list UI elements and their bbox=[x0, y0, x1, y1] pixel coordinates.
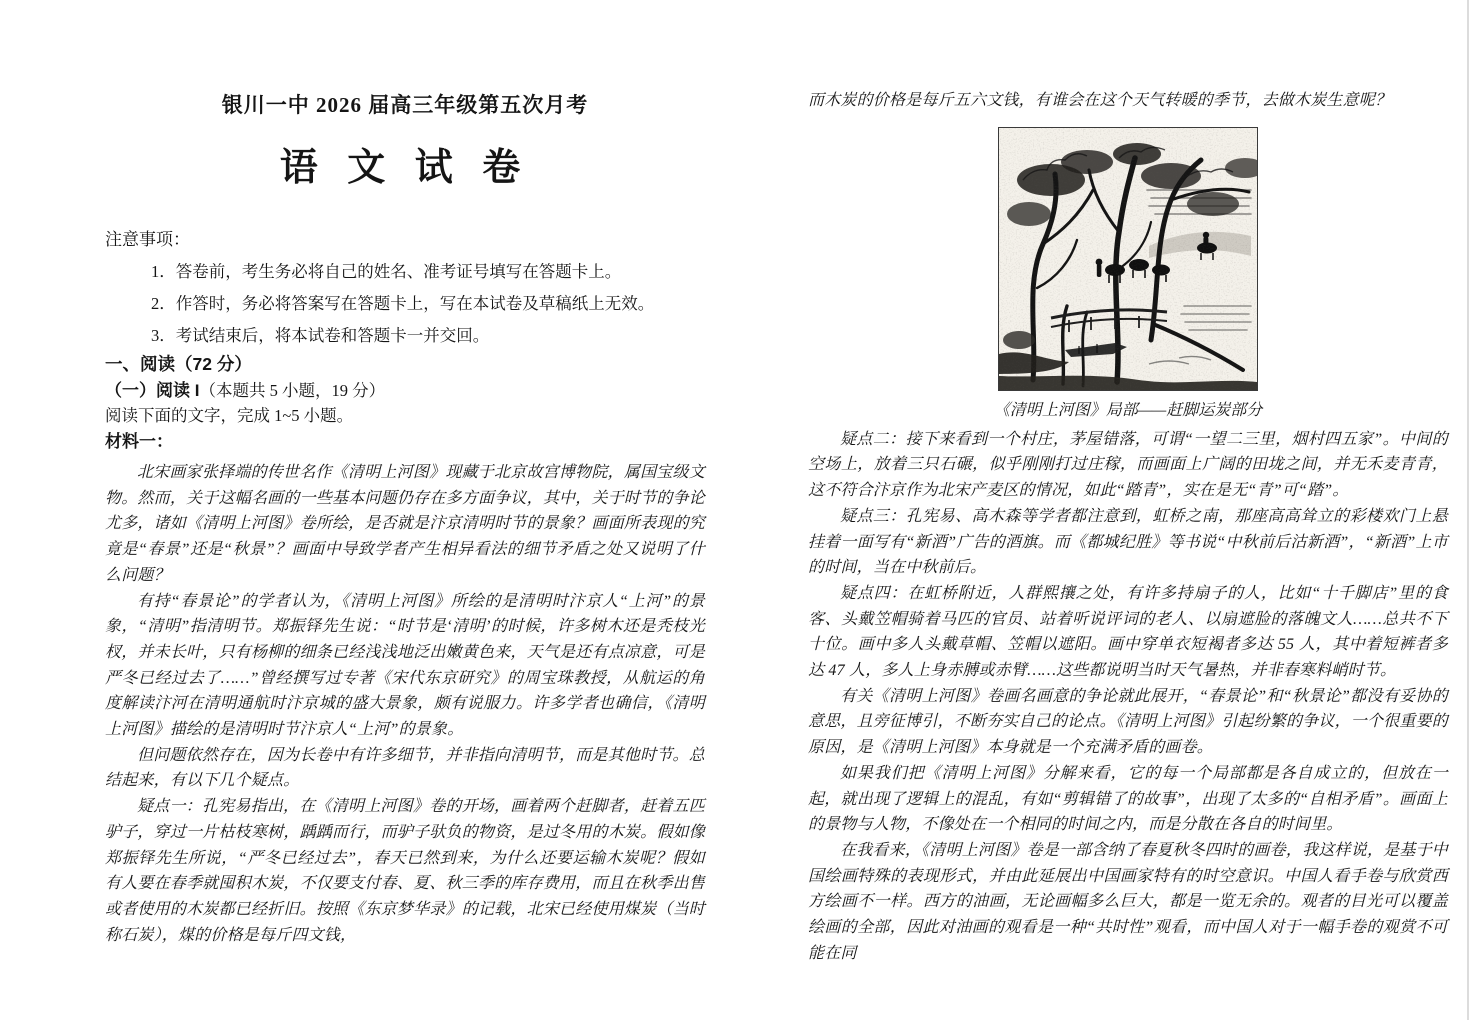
part1-heading bbox=[105, 378, 705, 404]
material-paragraph: 但问题依然存在，因为长卷中有许多细节，并非指向清明节，而是其他时节。总结起来，有以下几个疑点。 bbox=[105, 746, 705, 790]
right-column bbox=[808, 0, 1448, 966]
notice-title: 注意事项： bbox=[105, 230, 190, 249]
material-paragraph: 疑点一：孔宪易指出，在《清明上河图》卷的开场，画着两个赶脚者，赶着五匹驴子，穿过一片枯枝寒树，踽踽而行，而驴子驮负的物资，是过冬用的木炭。假如像郑振铎先生所说，“严冬已经过去”，春天已然到来，为什么还要运输木炭呢？假如有人要在春季就囤积木炭，不仅要支付春、夏、秋三季的库存费用，而且在秋季出售或者使用的木炭都已经折旧。按照《东京梦华录》的记载，北宋已经使用煤炭（当时称石炭），煤的价格是每斤四文钱， bbox=[105, 798, 705, 944]
notice-item: 3．考试结束后，将本试卷和答题卡一并交回。 bbox=[151, 326, 490, 345]
material-paragraph: 疑点三：孔宪易、高木森等学者都注意到，虹桥之南，那座高高耸立的彩楼欢门上悬挂着一面写有“新酒”广告的酒旗。而《都城纪胜》等书说“中秋前后沽新酒”，“新酒”上市的时间，当在中秋前后。 bbox=[808, 507, 1448, 577]
school-header: 银川一中 2026 届高三年级第五次月考 bbox=[221, 93, 589, 117]
part1-heading-rest: （本题共 5 小题，19 分） bbox=[199, 380, 386, 400]
part1-heading-bold: （一）阅读 I bbox=[105, 380, 200, 400]
figure-caption: 《清明上河图》局部——赶脚运炭部分 bbox=[993, 401, 1263, 419]
material-paragraph: 疑点二：接下来看到一个村庄，茅屋错落，可谓“一望二三里，烟村四五家”。中间的空场上，放着三只石碾，似乎刚刚打过庄稼，而画面上广阔的田垅之间，并无禾麦青青，这不符合汴京作为北宋产麦区的情况，如此“踏青”，实在是无“青”可“踏”。 bbox=[808, 430, 1448, 500]
section-heading-reading: 一、阅读（72 分） bbox=[105, 354, 252, 374]
notice-item: 1．答卷前，考生务必将自己的姓名、准考证号填写在答题卡上。 bbox=[151, 262, 622, 281]
material1-label: 材料一： bbox=[105, 431, 173, 451]
material-paragraph: 北宋画家张择端的传世名作《清明上河图》现藏于北京故宫博物院，属国宝级文物。然而，关于这幅名画的一些基本问题仍存在多方面争议，其中，关于时节的争论尤多，诸如《清明上河图》卷所绘，是否就是汴京清明时节的景象？画面所表现的究竟是“春景”还是“秋景”？画面中导致学者产生相异看法的细节矛盾之处又说明了什么问题？ bbox=[105, 464, 705, 584]
qingming-painting-figure bbox=[808, 127, 1448, 423]
qingming-painting-image bbox=[998, 127, 1258, 391]
continuation-paragraph: 而木炭的价格是每斤五六文钱，有谁会在这个天气转暖的季节，去做木炭生意呢？ bbox=[808, 92, 1392, 109]
material1-text-continued bbox=[808, 427, 1448, 967]
scan-edge-line bbox=[1467, 0, 1469, 1020]
material-paragraph: 在我看来，《清明上河图》卷是一部含纳了春夏秋冬四时的画卷，我这样说，是基于中国绘画特殊的表现形式，并由此延展出中国画家特有的时空意识。中国人看手卷与欣赏西方绘画不一样。西方的油画，无论画幅多么巨大，都是一览无余的。观者的目光可以覆盖绘画的全部，因此对油画的观看是一种“共时性”观看，而中国人对于一幅手卷的观赏不可能在同 bbox=[808, 841, 1448, 962]
material-paragraph: 有关《清明上河图》卷画名画意的争论就此展开，“春景论”和“秋景论”都没有妥协的意思，且旁征博引，不断夯实自己的论点。《清明上河图》引起纷繁的争议，一个很重要的原因，是《清明上河图》本身就是一个充满矛盾的画卷。 bbox=[808, 687, 1449, 757]
part1-instruction: 阅读下面的文字，完成 1~5 小题。 bbox=[105, 406, 354, 425]
material-paragraph: 疑点四：在虹桥附近，人群熙攘之处，有许多持扇子的人，比如“十千脚店”里的食客、头戴笠帽骑着马匹的官员、站着听说评词的老人、以扇遮脸的落魄文人……总共不下十位。画中多人头戴草帽、笠帽以遮阳。画中穿单衣短褐者多达 55 人，其中着短裤者多达 47 人，多人上身赤膊或赤臂……这些都说明当时天气暑热，并非春寒料峭时节。 bbox=[808, 584, 1448, 680]
material1-text bbox=[105, 460, 705, 948]
paper-title: 语 文 试 卷 bbox=[279, 147, 531, 189]
material-paragraph: 有持“春景论”的学者认为，《清明上河图》所绘的是清明时汴京人“上河”的景象，“清明”指清明节。郑振铎先生说：“时节是‘清明’的时候，许多树木还是秃枝光杈，并未长叶，只有杨柳的细条已经浅浅地泛出嫩黄色来，天气是还有点凉意，可是严冬已经过去了……”曾经撰写过专著《宋代东京研究》的周宝珠教授，从航运的角度解读汴河在清明通航时汴京城的盛大景象，颇有说服力。许多学者也确信，《清明上河图》描绘的是清明时节汴京人“上河”的景象。 bbox=[105, 592, 705, 739]
notice-item: 2．作答时，务必将答案写在答题卡上，写在本试卷及草稿纸上无效。 bbox=[151, 294, 655, 313]
material-paragraph: 如果我们把《清明上河图》分解来看，它的每一个局部都是各自成立的，但放在一起，就出现了逻辑上的混乱，有如“剪辑错了的故事”，出现了太多的“自相矛盾”。画面上的景物与人物，不像处在一个相同的时间之内，而是分散在各自的时间里。 bbox=[808, 764, 1448, 834]
left-column bbox=[105, 0, 705, 948]
